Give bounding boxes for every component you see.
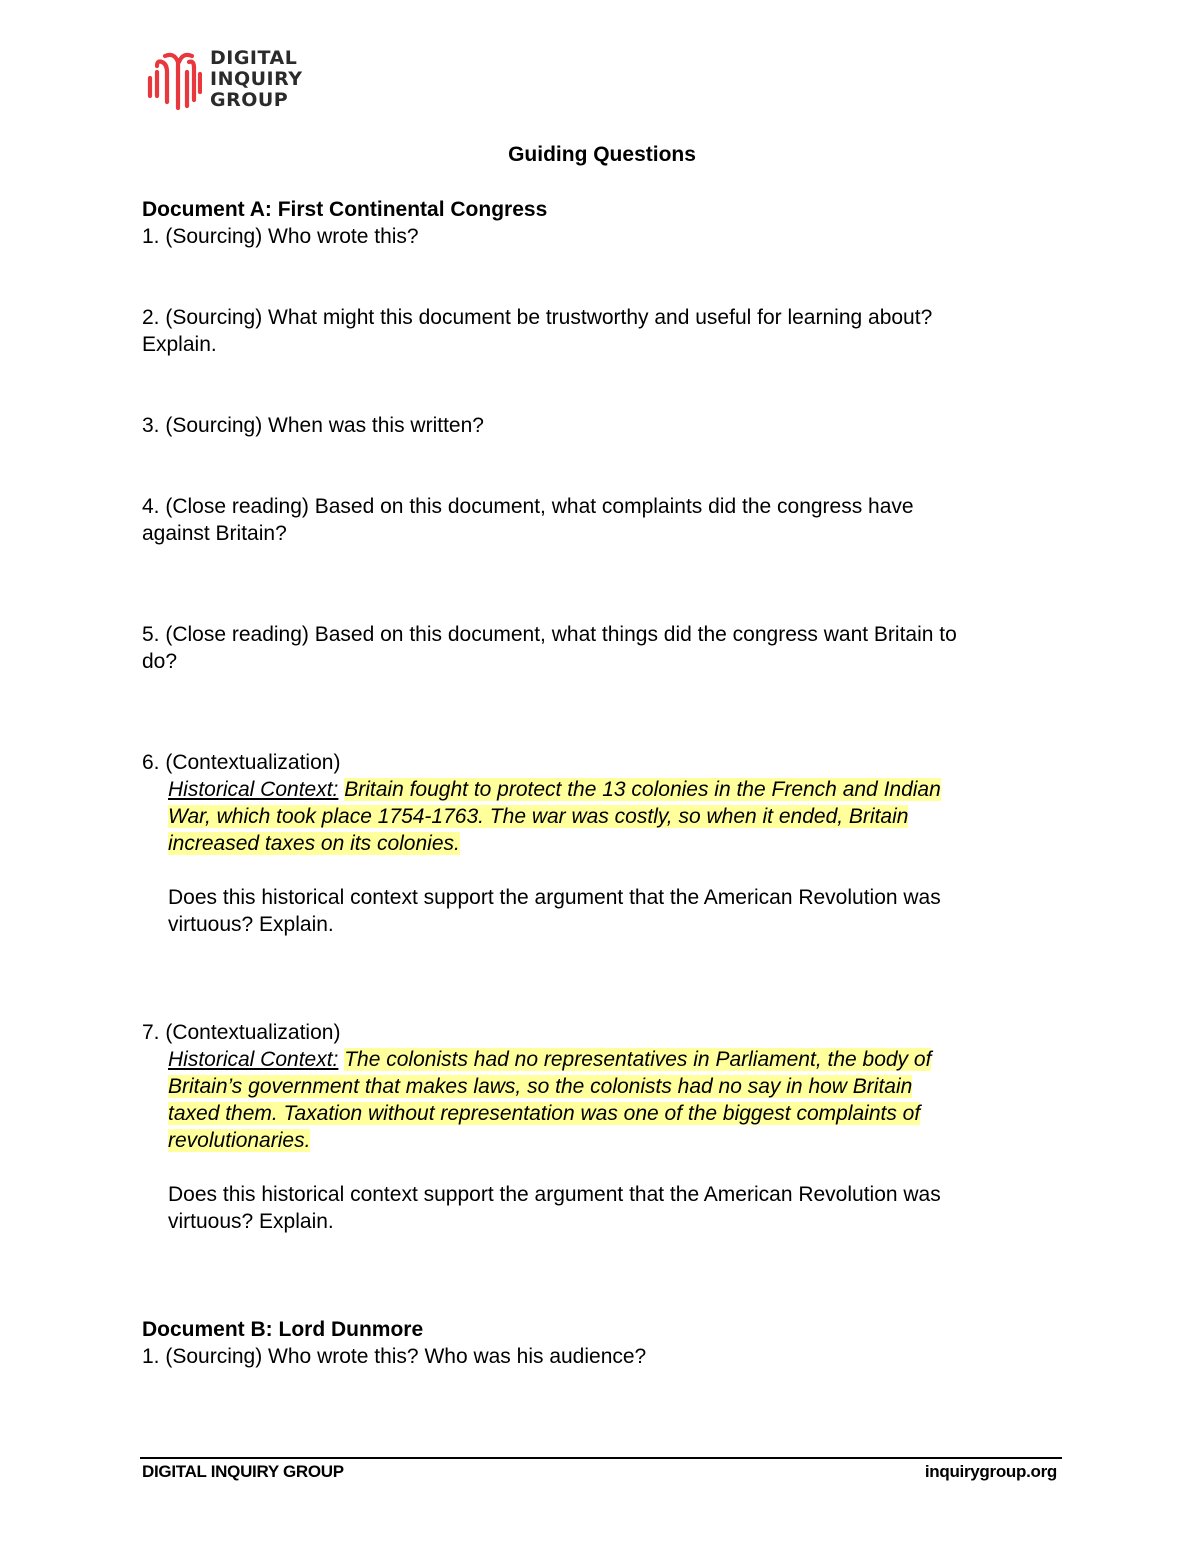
doc-a-question-5-line-1: 5. (Close reading) Based on this document, what things did the congress want Britain to [142, 623, 957, 646]
logo-line-2: INQUIRY [210, 68, 303, 90]
dig-logo-mark-icon [146, 50, 202, 110]
logo-line-1: DIGITAL [210, 47, 298, 69]
doc-a-question-5 [142, 621, 1062, 675]
doc-a-question-7-context [142, 1046, 1062, 1235]
historical-context-text-line-4: revolutionaries. [168, 1129, 311, 1152]
doc-a-question-4 [142, 493, 1062, 547]
page-title: Guiding Questions [508, 143, 696, 166]
historical-context-text-line-3: increased taxes on its colonies. [168, 832, 460, 855]
doc-a-question-1: 1. (Sourcing) Who wrote this? [142, 225, 419, 248]
historical-context-label: Historical Context: [168, 1048, 339, 1071]
historical-context-text-line-2: Britain’s government that makes laws, so the colonists had no say in how Britain [168, 1075, 913, 1098]
doc-b-question-1: 1. (Sourcing) Who wrote this? Who was his audience? [142, 1345, 647, 1368]
historical-context-text-line-3: taxed them. Taxation without representation was one of the biggest complaints of [168, 1102, 921, 1125]
logo-wordmark [210, 48, 302, 111]
footer-website: inquirygroup.org [924, 1462, 1057, 1481]
doc-a-question-5-line-2: do? [142, 650, 178, 673]
doc-a-question-7-prompt-line-1: Does this historical context support the argument that the American Revolution was [168, 1183, 941, 1206]
doc-a-question-6-context [142, 776, 1062, 938]
doc-a-question-7-prompt-line-2: virtuous? Explain. [168, 1210, 334, 1233]
footer-org-name: DIGITAL INQUIRY GROUP [142, 1462, 344, 1481]
doc-a-question-6-prompt-line-2: virtuous? Explain. [168, 913, 334, 936]
worksheet-body [142, 140, 1062, 1370]
doc-a-question-6-label: 6. (Contextualization) [142, 751, 341, 774]
logo-line-3: GROUP [210, 89, 289, 111]
historical-context-text-line-2: War, which took place 1754-1763. The war was costly, so when it ended, Britain [168, 805, 909, 828]
doc-a-question-2-line-2: Explain. [142, 333, 217, 356]
doc-a-question-7-label: 7. (Contextualization) [142, 1021, 341, 1044]
historical-context-text-line-1: Britain fought to protect the 13 colonies in the French and Indian [344, 778, 941, 801]
doc-a-question-6-prompt-line-1: Does this historical context support the argument that the American Revolution was [168, 886, 941, 909]
doc-a-question-2 [142, 304, 1062, 358]
footer-divider [140, 1457, 1062, 1459]
doc-a-question-4-line-2: against Britain? [142, 522, 287, 545]
doc-a-question-6 [142, 749, 1062, 938]
historical-context-text-line-1: The colonists had no representatives in Parliament, the body of [344, 1048, 932, 1071]
doc-a-question-7 [142, 1019, 1062, 1235]
document-a-heading: Document A: First Continental Congress [142, 198, 548, 221]
historical-context-label: Historical Context: [168, 778, 339, 801]
document-b-heading: Document B: Lord Dunmore [142, 1318, 424, 1341]
doc-a-question-2-line-1: 2. (Sourcing) What might this document be trustworthy and useful for learning about? [142, 306, 933, 329]
doc-a-question-3: 3. (Sourcing) When was this written? [142, 414, 484, 437]
doc-a-question-4-line-1: 4. (Close reading) Based on this document, what complaints did the congress have [142, 495, 914, 518]
